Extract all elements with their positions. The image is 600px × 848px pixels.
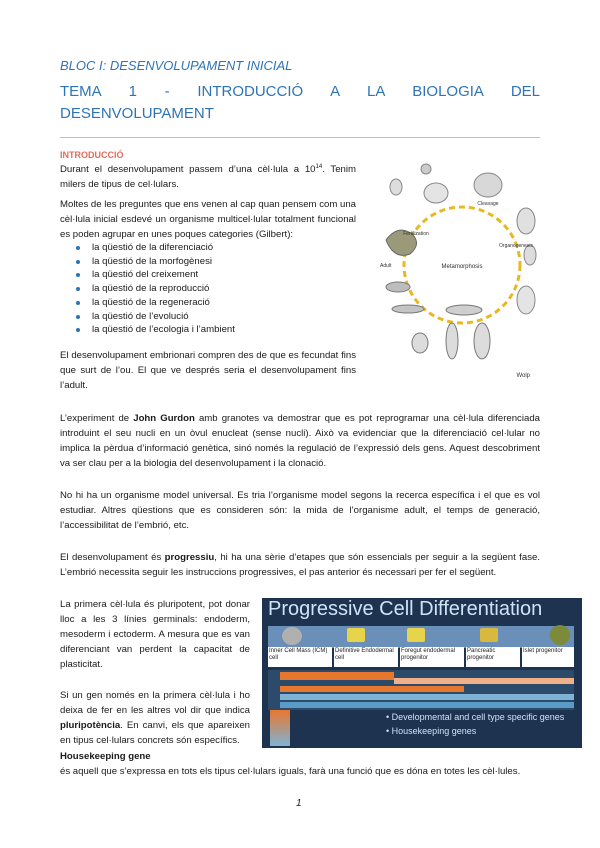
paragraph-gurdon: L’experiment de John Gurdon amb granotes va demostrar que es pot reprogramar una cèl·lula diferenciada introduint el seu nucli en un òvul enucleat (sense nucli). Això va evidenciar que la diferenciació cel·lular no implica la pèrdua d’informació genètica, sinó només la regulació de l’expressió dels gens. Aquest descobriment va ser clau per a la biologia del desenvolupament i la clonació. (60, 413, 540, 469)
paragraph-categories: Moltes de les preguntes que ens venen al cap quan pensem com una cèl·lula inicial esdevé un organisme multicel·lular totalment funcional es poden agrupar en unes poques categories (Gilbert): (60, 199, 357, 240)
paragraph-progressive: El desenvolupament és progressiu, hi ha una sèrie d’etapes que són essencials per seguir a la següent fase. L’embrió necessita seguir les instruccions progressives, el pas anterior és necessari per fer el següent. (60, 552, 540, 578)
stage-label: Foregut endodermal progenitor (400, 647, 464, 667)
figure-label: Fertilization (403, 231, 429, 237)
list-item: la qüestió de l’ecologia i l’ambient (72, 323, 352, 337)
stage-label: Pancreatic progenitor (466, 647, 520, 667)
list-item: la qüestió de l’evolució (72, 310, 352, 324)
paragraph-housekeeping: és aquell que s’expressa en tots els tipus cel·lulars iguals, farà una funció que es dóna en totes les cèl·lules. (60, 766, 521, 777)
list-item: la qüestió de la morfogènesi (72, 255, 352, 269)
stage-label: Islet progenitor (522, 647, 574, 667)
list-item: la qüestió de la regeneració (72, 296, 352, 310)
list-item: la qüestió de la reproducció (72, 282, 352, 296)
tema-title-line1: TEMA 1 - INTRODUCCIÓ A LA BIOLOGIA DEL (60, 83, 540, 100)
list-item: la qüestió de la diferenciació (72, 241, 352, 255)
paragraph-model-organism: No hi ha un organisme model universal. Es tria l’organisme model segons la recerca específica i el que es vol estudiar. Altres qüestions que es consideren són: la mida de l’organisme adult, el temps de generació, l’accessibilitat de l’embrió, etc. (60, 490, 540, 531)
paragraph-pluripotency-gene: Si un gen només en la primera cèl·lula i ho deixa de fer en les altres vol dir que indica pluripotència. En canvi, els que apareixen en tipus cel·lulars concrets són específics. (60, 690, 250, 746)
legend-item: • Developmental and cell type specific genes (386, 712, 565, 722)
life-cycle-figure (366, 155, 540, 383)
housekeeping-term: Housekeeping gene (60, 751, 151, 762)
progressive-differentiation-figure (262, 598, 582, 748)
figure-label: Organogenesis (499, 243, 533, 249)
list-item: la qüestió del creixement (72, 268, 352, 282)
figure-label: Metamorphosis (441, 264, 483, 270)
stage-label: Inner Cell Mass (ICM) cell (268, 647, 332, 667)
stage-label: Definitive Endodermal cell (334, 647, 398, 667)
figure-credit: Wolp (516, 373, 530, 379)
paragraph-pluripotent: La primera cèl·lula és pluripotent, pot donar lloc a les 3 línies germinals: endoderm, mesoderm i ectoderm. A mesura que es van diferenciant van perdent la capacitat de plasticitat. (60, 599, 250, 670)
figure-label: Adult (380, 263, 392, 269)
page-number: 1 (296, 798, 302, 809)
paragraph-embryonic: El desenvolupament embrionari compren des de que es fecundat fins que surt de l’ou. El que ve després seria el desenvolupament fins l’adult. (60, 350, 356, 391)
bloc-title: BLOC I: DESENVOLUPAMENT INICIAL (60, 58, 293, 73)
figure-title: Progressive Cell Differentiation (268, 598, 543, 620)
paragraph-intro: Durant el desenvolupament passem d’una cèl·lula a $10^{14}$. Tenim milers de tipus de cel·lulars. (60, 164, 357, 191)
section-title: INTRODUCCIÓ (60, 150, 124, 160)
figure-label: Cleavage (477, 201, 499, 207)
legend-item: • Housekeeping genes (386, 726, 477, 736)
title-divider (60, 137, 540, 138)
tema-title-line2: DESENVOLUPAMENT (60, 105, 214, 122)
question-list (72, 241, 352, 337)
